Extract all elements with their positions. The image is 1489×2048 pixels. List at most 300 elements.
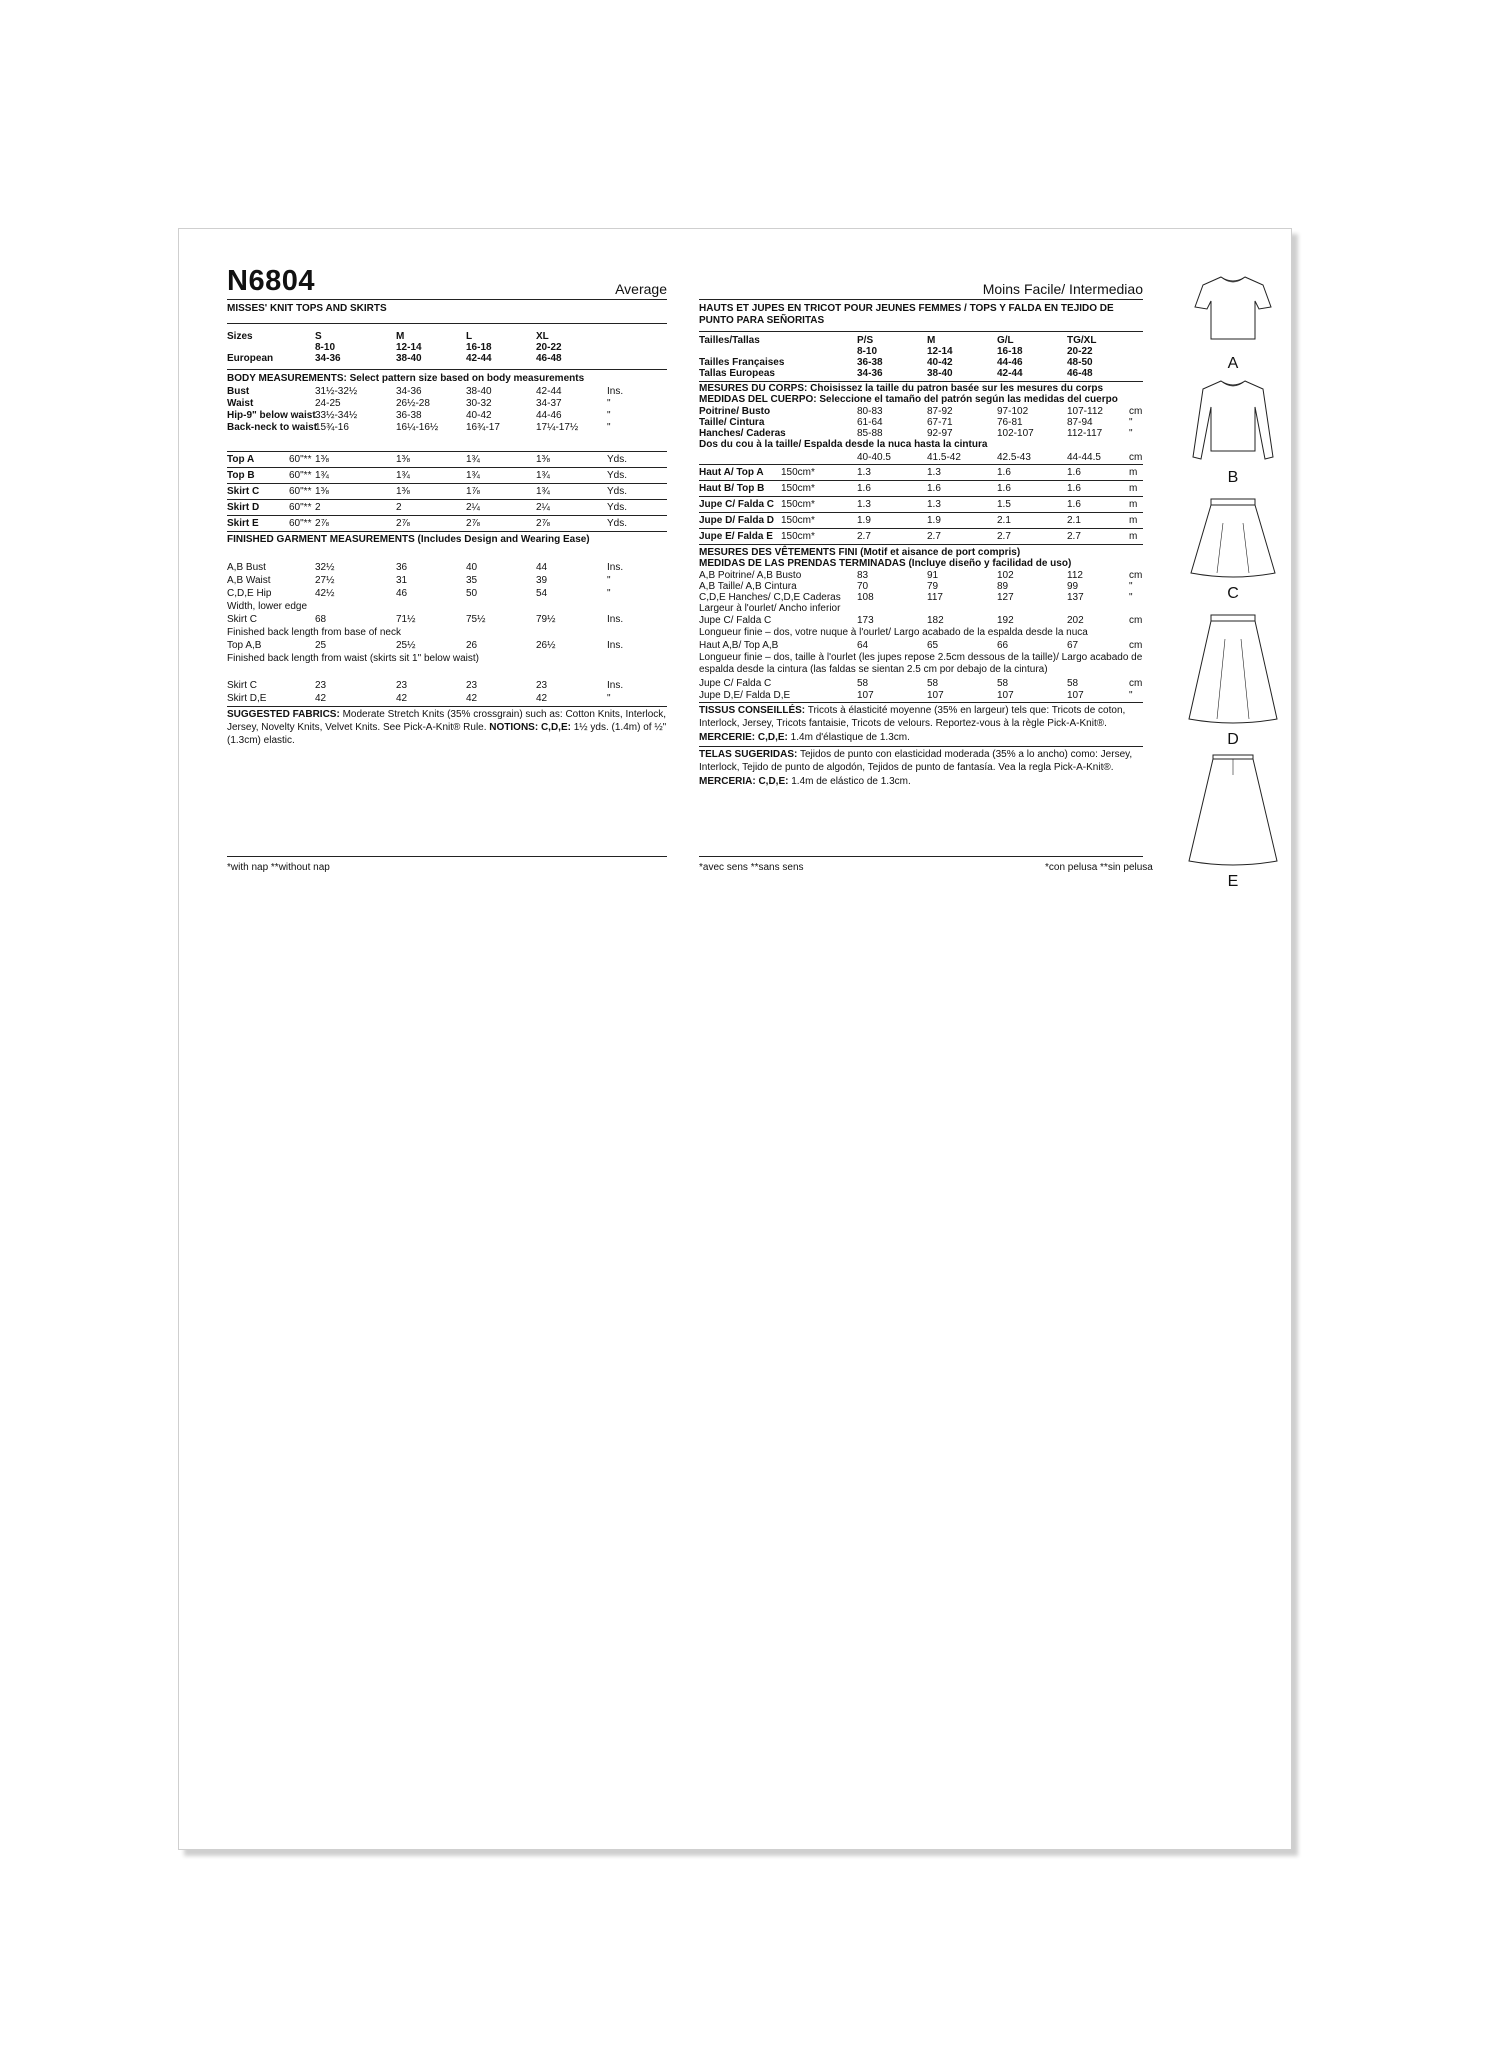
unit: Ins. bbox=[607, 680, 624, 691]
notions-fr bbox=[699, 731, 1143, 744]
value: 107 bbox=[997, 690, 1014, 701]
value: 58 bbox=[1067, 678, 1079, 689]
yardage-value: 1.6 bbox=[927, 483, 941, 494]
unit: " bbox=[607, 693, 611, 704]
header-rule-en bbox=[227, 299, 667, 300]
body-row-value: 30-32 bbox=[466, 398, 492, 409]
finished-value: 40 bbox=[466, 562, 478, 573]
notions-text: 1½ yds. (1.4m) of ½" (1.3cm) elastic. bbox=[227, 722, 667, 746]
size-range: 20-22 bbox=[536, 342, 562, 353]
merceria-label: MERCERIA: C,D,E: bbox=[699, 776, 789, 787]
unit: cm bbox=[1129, 452, 1143, 463]
fabrics-es-label: TELAS SUGERIDAS: bbox=[699, 749, 798, 760]
body-row-value: 16¾-17 bbox=[466, 422, 500, 433]
yardage-value: 1.6 bbox=[1067, 467, 1081, 478]
yardage-value: 1.9 bbox=[927, 515, 941, 526]
yardage-value: 2 bbox=[396, 502, 402, 513]
back-length-neck: Finished back length from base of neck bbox=[227, 627, 401, 638]
size-name: TG/XL bbox=[1067, 335, 1097, 346]
yardage-value: 1⅜ bbox=[536, 454, 550, 465]
mercerie-label: MERCERIE: C,D,E: bbox=[699, 732, 788, 743]
value: 23 bbox=[396, 680, 408, 691]
yardage-value: 2.7 bbox=[1067, 531, 1081, 542]
body-row-value: 102-107 bbox=[997, 428, 1034, 439]
suggested-fabrics-es bbox=[699, 748, 1143, 774]
value: 23 bbox=[466, 680, 478, 691]
unit: Ins. bbox=[607, 614, 624, 625]
finished-heading-es: MEDIDAS DE LAS PRENDAS TERMINADAS (Incluye diseño y facilidad de uso) bbox=[699, 558, 1072, 569]
value: 192 bbox=[997, 615, 1014, 626]
length-waist-label: Longueur finie – dos, taille à l'ourlet (les jupes repose 2.5cm dessous de la taille)/ Largo acabado de espalda desde la cintura (las faldas se sientan 2.5 cm por debajo de la cintura) bbox=[699, 652, 1143, 675]
footnote-en: *with nap **without nap bbox=[227, 862, 330, 873]
yardage-value: 1.3 bbox=[927, 467, 941, 478]
body-row-value: 34-36 bbox=[396, 386, 422, 397]
value: 44-44.5 bbox=[1067, 452, 1101, 463]
body-heading-fr: MESURES DU CORPS: Choisissez la taille du patron basée sur les mesures du corps bbox=[699, 383, 1104, 394]
rule bbox=[699, 512, 1143, 513]
yardage-label: Top A bbox=[227, 454, 255, 465]
value: 58 bbox=[857, 678, 869, 689]
value: 58 bbox=[997, 678, 1009, 689]
body-row-label: Hip-9" below waist bbox=[227, 410, 316, 421]
finished-value: 99 bbox=[1067, 581, 1079, 592]
fr-size: 44-46 bbox=[997, 357, 1023, 368]
yardage-value: 1.6 bbox=[1067, 499, 1081, 510]
unit: " bbox=[607, 410, 611, 421]
value: 68 bbox=[315, 614, 327, 625]
value: 173 bbox=[857, 615, 874, 626]
size-name: L bbox=[466, 331, 473, 342]
yardage-value: 2.1 bbox=[997, 515, 1011, 526]
yardage-value: 2⅞ bbox=[536, 518, 550, 529]
body-row-value: 92-97 bbox=[927, 428, 953, 439]
value: 23 bbox=[536, 680, 548, 691]
unit: " bbox=[1129, 428, 1133, 439]
body-row-value: 97-102 bbox=[997, 406, 1029, 417]
unit: " bbox=[1129, 581, 1133, 592]
finished-value: 117 bbox=[927, 592, 943, 603]
unit: Ins. bbox=[607, 562, 624, 573]
length-neck-label: Longueur finie – dos, votre nuque à l'ourlet/ Largo acabado de la espalda desde la nuca bbox=[699, 627, 1088, 638]
view-c-label: C bbox=[1227, 585, 1239, 602]
yardage-value: 2⅞ bbox=[396, 518, 410, 529]
unit: " bbox=[607, 398, 611, 409]
suggested-fabrics-en bbox=[227, 708, 667, 747]
yardage-value: 1⅜ bbox=[315, 454, 329, 465]
finished-value: 31 bbox=[396, 575, 408, 586]
body-row-value: 15¾-16 bbox=[315, 422, 349, 433]
size-name: G/L bbox=[997, 335, 1014, 346]
value: 64 bbox=[857, 640, 869, 651]
rule bbox=[699, 464, 1143, 465]
skirt-c-width-label: Skirt C bbox=[227, 614, 257, 625]
width-label: Largeur à l'ourlet/ Ancho inferior bbox=[699, 603, 841, 614]
sizes-label: Tailles/Tallas bbox=[699, 335, 760, 346]
unit: cm bbox=[1129, 406, 1143, 417]
value: 25½ bbox=[396, 640, 416, 651]
finished-value: 70 bbox=[857, 581, 869, 592]
value: 182 bbox=[927, 615, 944, 626]
yardage-value: 1.6 bbox=[997, 483, 1011, 494]
skirt-length-label: Skirt C bbox=[227, 680, 257, 691]
finished-label: C,D,E Hip bbox=[227, 588, 272, 599]
eu-sizes-label: Tallas Europeas bbox=[699, 368, 775, 379]
mercerie-text: 1.4m d'élastique de 1.3cm. bbox=[787, 732, 910, 743]
unit: cm bbox=[1129, 570, 1143, 581]
finished-value: 79 bbox=[927, 581, 939, 592]
yardage-value: 1.3 bbox=[857, 467, 871, 478]
fr-size: 48-50 bbox=[1067, 357, 1093, 368]
rule bbox=[699, 331, 1143, 332]
body-row-value: 34-37 bbox=[536, 398, 562, 409]
skirt-length-label: Jupe D,E/ Falda D,E bbox=[699, 690, 791, 701]
unit: Yds. bbox=[607, 486, 628, 497]
size-range: 16-18 bbox=[466, 342, 492, 353]
finished-value: 89 bbox=[997, 581, 1009, 592]
difficulty-level-fr: Moins Facile/ Intermediao bbox=[982, 281, 1143, 297]
view-b-label: B bbox=[1227, 469, 1239, 486]
yardage-label: Jupe E/ Falda E bbox=[699, 531, 773, 542]
fabric-width: 150cm* bbox=[781, 483, 815, 494]
yardage-value: 1.6 bbox=[857, 483, 871, 494]
unit: Ins. bbox=[607, 640, 624, 651]
unit: " bbox=[1129, 592, 1133, 603]
view-b-sketch bbox=[1183, 377, 1283, 467]
size-range: 8-10 bbox=[315, 342, 336, 353]
top-length-label: Top A,B bbox=[227, 640, 262, 651]
fabric-width: 60"** bbox=[289, 518, 312, 529]
rule bbox=[227, 856, 667, 857]
view-d-sketch bbox=[1183, 609, 1283, 729]
pattern-code: N6804 bbox=[227, 265, 315, 297]
unit: m bbox=[1129, 515, 1138, 526]
value: 42 bbox=[396, 693, 408, 704]
european-size: 42-44 bbox=[466, 353, 492, 364]
body-row-value: 31½-32½ bbox=[315, 386, 358, 397]
unit: " bbox=[1129, 417, 1133, 428]
eu-size: 34-36 bbox=[857, 368, 883, 379]
yardage-label: Jupe D/ Falda D bbox=[699, 515, 775, 526]
rule bbox=[227, 323, 667, 324]
finished-value: 127 bbox=[997, 592, 1014, 603]
footnote-es: *con pelusa **sin pelusa bbox=[1045, 862, 1153, 873]
unit: cm bbox=[1129, 615, 1143, 626]
fabric-width: 150cm* bbox=[781, 467, 815, 478]
rule bbox=[227, 451, 667, 452]
rule bbox=[699, 496, 1143, 497]
yardage-value: 1.5 bbox=[997, 499, 1011, 510]
body-row-label: Waist bbox=[227, 398, 254, 409]
value: 42 bbox=[315, 693, 327, 704]
rule bbox=[699, 528, 1143, 529]
yardage-value: 1.3 bbox=[927, 499, 941, 510]
yardage-value: 1.9 bbox=[857, 515, 871, 526]
body-row-label: Taille/ Cintura bbox=[699, 417, 765, 428]
value: 79½ bbox=[536, 614, 556, 625]
value: 75½ bbox=[466, 614, 486, 625]
yardage-value: 2 bbox=[315, 502, 321, 513]
title-en: MISSES' KNIT TOPS AND SKIRTS bbox=[227, 303, 387, 314]
rule bbox=[227, 467, 667, 468]
value: 58 bbox=[927, 678, 939, 689]
value: 26 bbox=[466, 640, 478, 651]
notions-es bbox=[699, 775, 1143, 788]
finished-value: 137 bbox=[1067, 592, 1084, 603]
unit: " bbox=[1129, 690, 1133, 701]
body-row-value: 87-94 bbox=[1067, 417, 1093, 428]
size-range: 12-14 bbox=[396, 342, 422, 353]
body-row-value: 107-112 bbox=[1067, 406, 1103, 417]
rule bbox=[699, 381, 1143, 382]
view-a-sketch bbox=[1183, 273, 1283, 353]
body-row-value: 40-42 bbox=[466, 410, 492, 421]
finished-label: A,B Poitrine/ A,B Busto bbox=[699, 570, 802, 581]
fabric-width: 150cm* bbox=[781, 499, 815, 510]
yardage-label: Haut B/ Top B bbox=[699, 483, 765, 494]
value: 107 bbox=[857, 690, 874, 701]
rule bbox=[699, 856, 1143, 857]
yardage-value: 1.6 bbox=[1067, 483, 1081, 494]
finished-value: 108 bbox=[857, 592, 874, 603]
value: 107 bbox=[927, 690, 944, 701]
value: 42 bbox=[466, 693, 478, 704]
finished-label: C,D,E Hanches/ C,D,E Caderas bbox=[699, 592, 841, 603]
back-length-waist: Finished back length from waist (skirts sit 1" below waist) bbox=[227, 653, 479, 664]
yardage-label: Haut A/ Top A bbox=[699, 467, 764, 478]
rule bbox=[699, 544, 1143, 545]
header-rule-fr bbox=[699, 299, 1143, 300]
rule bbox=[699, 480, 1143, 481]
unit: " bbox=[607, 575, 611, 586]
yardage-value: 2⅞ bbox=[315, 518, 329, 529]
body-measurements-heading: BODY MEASUREMENTS: Select pattern size based on body measurements bbox=[227, 373, 585, 384]
size-name: M bbox=[396, 331, 405, 342]
body-row-value: 76-81 bbox=[997, 417, 1023, 428]
yardage-value: 1¾ bbox=[466, 470, 480, 481]
finished-value: 50 bbox=[466, 588, 478, 599]
unit: cm bbox=[1129, 640, 1143, 651]
unit: cm bbox=[1129, 678, 1143, 689]
unit: Yds. bbox=[607, 518, 628, 529]
unit: m bbox=[1129, 499, 1138, 510]
top-length-label: Haut A,B/ Top A,B bbox=[699, 640, 779, 651]
rule bbox=[227, 706, 667, 707]
view-d-label: D bbox=[1227, 731, 1239, 748]
eu-size: 42-44 bbox=[997, 368, 1023, 379]
finished-value: 91 bbox=[927, 570, 939, 581]
european-size: 46-48 bbox=[536, 353, 562, 364]
eu-size: 46-48 bbox=[1067, 368, 1093, 379]
fabrics-text: Moderate Stretch Knits (35% crossgrain) such as: Cotton Knits, Interlock, Jersey, Novelty Knits, Velvet Knits. See Pick-A-Knit® Rule. bbox=[227, 709, 667, 733]
yardage-value: 1¾ bbox=[536, 486, 550, 497]
fr-size: 36-38 bbox=[857, 357, 883, 368]
yardage-value: 2¼ bbox=[536, 502, 550, 513]
sizes-label: Sizes bbox=[227, 331, 253, 342]
finished-value: 32½ bbox=[315, 562, 335, 573]
merceria-text: 1.4m de elástico de 1.3cm. bbox=[788, 776, 911, 787]
size-name: M bbox=[927, 335, 936, 346]
body-row-value: 67-71 bbox=[927, 417, 953, 428]
yardage-value: 2⅞ bbox=[466, 518, 480, 529]
suggested-fabrics-fr bbox=[699, 704, 1143, 730]
value: 67 bbox=[1067, 640, 1079, 651]
finished-value: 46 bbox=[396, 588, 408, 599]
fabric-width: 150cm* bbox=[781, 531, 815, 542]
value: 202 bbox=[1067, 615, 1084, 626]
yardage-value: 2.7 bbox=[997, 531, 1011, 542]
body-row-value: 38-40 bbox=[466, 386, 492, 397]
value: 42 bbox=[536, 693, 548, 704]
rule bbox=[227, 483, 667, 484]
yardage-value: 1¾ bbox=[536, 470, 550, 481]
unit: " bbox=[607, 588, 611, 599]
fabrics-fr-text: Tricots à élasticité moyenne (35% en largeur) tels que: Tricots de coton, Interlock, Jersey, Tricots fantaisie, Tricots de velours. Reportez-vous à la règle Pick-A-Knit®. bbox=[699, 705, 1126, 729]
yardage-label: Jupe C/ Falda C bbox=[699, 499, 775, 510]
yardage-value: 2.7 bbox=[927, 531, 941, 542]
value: 66 bbox=[997, 640, 1009, 651]
fr-sizes-label: Tailles Françaises bbox=[699, 357, 785, 368]
finished-value: 54 bbox=[536, 588, 548, 599]
value: 25 bbox=[315, 640, 327, 651]
value: 23 bbox=[315, 680, 327, 691]
european-size: 38-40 bbox=[396, 353, 422, 364]
body-row-value: 85-88 bbox=[857, 428, 883, 439]
yardage-label: Skirt C bbox=[227, 486, 260, 497]
size-name: P/S bbox=[857, 335, 874, 346]
fabric-width: 60"** bbox=[289, 502, 312, 513]
finished-value: 35 bbox=[466, 575, 478, 586]
body-row-value: 61-64 bbox=[857, 417, 883, 428]
rule bbox=[699, 746, 1143, 747]
fabric-width: 60"** bbox=[289, 454, 312, 465]
yardage-value: 2.7 bbox=[857, 531, 871, 542]
body-row-value: 24-25 bbox=[315, 398, 341, 409]
size-range: 8-10 bbox=[857, 346, 878, 357]
width-lower-edge: Width, lower edge bbox=[227, 601, 308, 612]
back-neck-label: Dos du cou à la taille/ Espalda desde la nuca hasta la cintura bbox=[699, 439, 988, 450]
finished-heading-fr: MESURES DES VÊTEMENTS FINI (Motif et aisance de port compris) bbox=[699, 547, 1021, 558]
unit: Yds. bbox=[607, 470, 628, 481]
size-name: XL bbox=[536, 331, 549, 342]
finished-label: A,B Waist bbox=[227, 575, 271, 586]
value: 71½ bbox=[396, 614, 416, 625]
unit: m bbox=[1129, 483, 1138, 494]
notions-label: NOTIONS: C,D,E: bbox=[489, 722, 571, 733]
finished-value: 36 bbox=[396, 562, 408, 573]
body-row-label: Back-neck to waist bbox=[227, 422, 318, 433]
body-row-label: Bust bbox=[227, 386, 250, 397]
size-range: 20-22 bbox=[1067, 346, 1093, 357]
finished-value: 42½ bbox=[315, 588, 335, 599]
fabrics-fr-label: TISSUS CONSEILLÉS: bbox=[699, 705, 806, 716]
finished-label: A,B Bust bbox=[227, 562, 266, 573]
size-name: S bbox=[315, 331, 322, 342]
value: 107 bbox=[1067, 690, 1084, 701]
fr-size: 40-42 bbox=[927, 357, 953, 368]
european-label: European bbox=[227, 353, 274, 364]
yardage-value: 1⅞ bbox=[466, 486, 480, 497]
finished-value: 83 bbox=[857, 570, 869, 581]
fabric-width: 150cm* bbox=[781, 515, 815, 526]
body-row-value: 44-46 bbox=[536, 410, 562, 421]
body-row-value: 17¼-17½ bbox=[536, 422, 579, 433]
finished-value: 39 bbox=[536, 575, 548, 586]
body-row-value: 36-38 bbox=[396, 410, 422, 421]
yardage-value: 1⅜ bbox=[396, 486, 410, 497]
body-row-value: 42-44 bbox=[536, 386, 562, 397]
body-row-label: Poitrine/ Busto bbox=[699, 406, 771, 417]
view-e-label: E bbox=[1227, 873, 1239, 890]
yardage-value: 1.6 bbox=[997, 467, 1011, 478]
rule bbox=[227, 499, 667, 500]
view-c-sketch bbox=[1183, 493, 1283, 583]
yardage-label: Skirt D bbox=[227, 502, 260, 513]
unit: " bbox=[607, 422, 611, 433]
finished-value: 102 bbox=[997, 570, 1014, 581]
yardage-value: 2¼ bbox=[466, 502, 480, 513]
body-row-value: 33½-34½ bbox=[315, 410, 358, 421]
footnote-fr: *avec sens **sans sens bbox=[699, 862, 804, 873]
finished-value: 27½ bbox=[315, 575, 335, 586]
rule bbox=[227, 369, 667, 370]
skirt-c-width-label: Jupe C/ Falda C bbox=[699, 615, 772, 626]
rule bbox=[227, 531, 667, 532]
unit: Yds. bbox=[607, 454, 628, 465]
view-a-label: A bbox=[1227, 355, 1239, 372]
value: 42.5-43 bbox=[997, 452, 1031, 463]
finished-value: 112 bbox=[1067, 570, 1083, 581]
yardage-value: 1¾ bbox=[396, 470, 410, 481]
yardage-label: Top B bbox=[227, 470, 255, 481]
skirt-length-label: Skirt D,E bbox=[227, 693, 267, 704]
fabrics-label: SUGGESTED FABRICS: bbox=[227, 709, 340, 720]
fabric-width: 60"** bbox=[289, 470, 312, 481]
body-row-value: 26½-28 bbox=[396, 398, 430, 409]
pattern-envelope-back bbox=[178, 228, 1292, 1850]
body-row-value: 80-83 bbox=[857, 406, 883, 417]
size-range: 12-14 bbox=[927, 346, 953, 357]
yardage-value: 1⅜ bbox=[396, 454, 410, 465]
eu-size: 38-40 bbox=[927, 368, 953, 379]
title-fr: HAUTS ET JUPES EN TRICOT POUR JEUNES FEMMES / TOPS Y FALDA EN TEJIDO DE PUNTO PARA SEÑORITAS bbox=[699, 303, 1114, 326]
unit: Yds. bbox=[607, 502, 628, 513]
yardage-label: Skirt E bbox=[227, 518, 259, 529]
unit: m bbox=[1129, 467, 1138, 478]
european-size: 34-36 bbox=[315, 353, 341, 364]
unit: m bbox=[1129, 531, 1138, 542]
unit: Ins. bbox=[607, 386, 624, 397]
finished-value: 44 bbox=[536, 562, 548, 573]
size-range: 16-18 bbox=[997, 346, 1023, 357]
value: 41.5-42 bbox=[927, 452, 961, 463]
yardage-value: 1¾ bbox=[466, 454, 480, 465]
finished-heading: FINISHED GARMENT MEASUREMENTS (Includes Design and Wearing Ease) bbox=[227, 534, 590, 545]
view-e-sketch bbox=[1183, 751, 1283, 871]
fabrics-es-text: Tejidos de punto con elasticidad moderada (35% a lo ancho) como: Jersey, Interlock, Tejido de punto de algodón, Tejidos de punto de fantasía. Vea la regla Pick-A-Knit®. bbox=[699, 749, 1133, 773]
yardage-value: 1¾ bbox=[315, 470, 329, 481]
difficulty-level-en: Average bbox=[615, 281, 667, 297]
value: 40-40.5 bbox=[857, 452, 891, 463]
body-row-value: 16¼-16½ bbox=[396, 422, 439, 433]
skirt-length-label: Jupe C/ Falda C bbox=[699, 678, 772, 689]
yardage-value: 2.1 bbox=[1067, 515, 1081, 526]
yardage-value: 1⅜ bbox=[315, 486, 329, 497]
body-heading-es: MEDIDAS DEL CUERPO: Seleccione el tamaño del patrón según las medidas del cuerpo bbox=[699, 394, 1118, 405]
body-row-label: Hanches/ Caderas bbox=[699, 428, 786, 439]
value: 26½ bbox=[536, 640, 556, 651]
fabric-width: 60"** bbox=[289, 486, 312, 497]
rule bbox=[699, 702, 1143, 703]
